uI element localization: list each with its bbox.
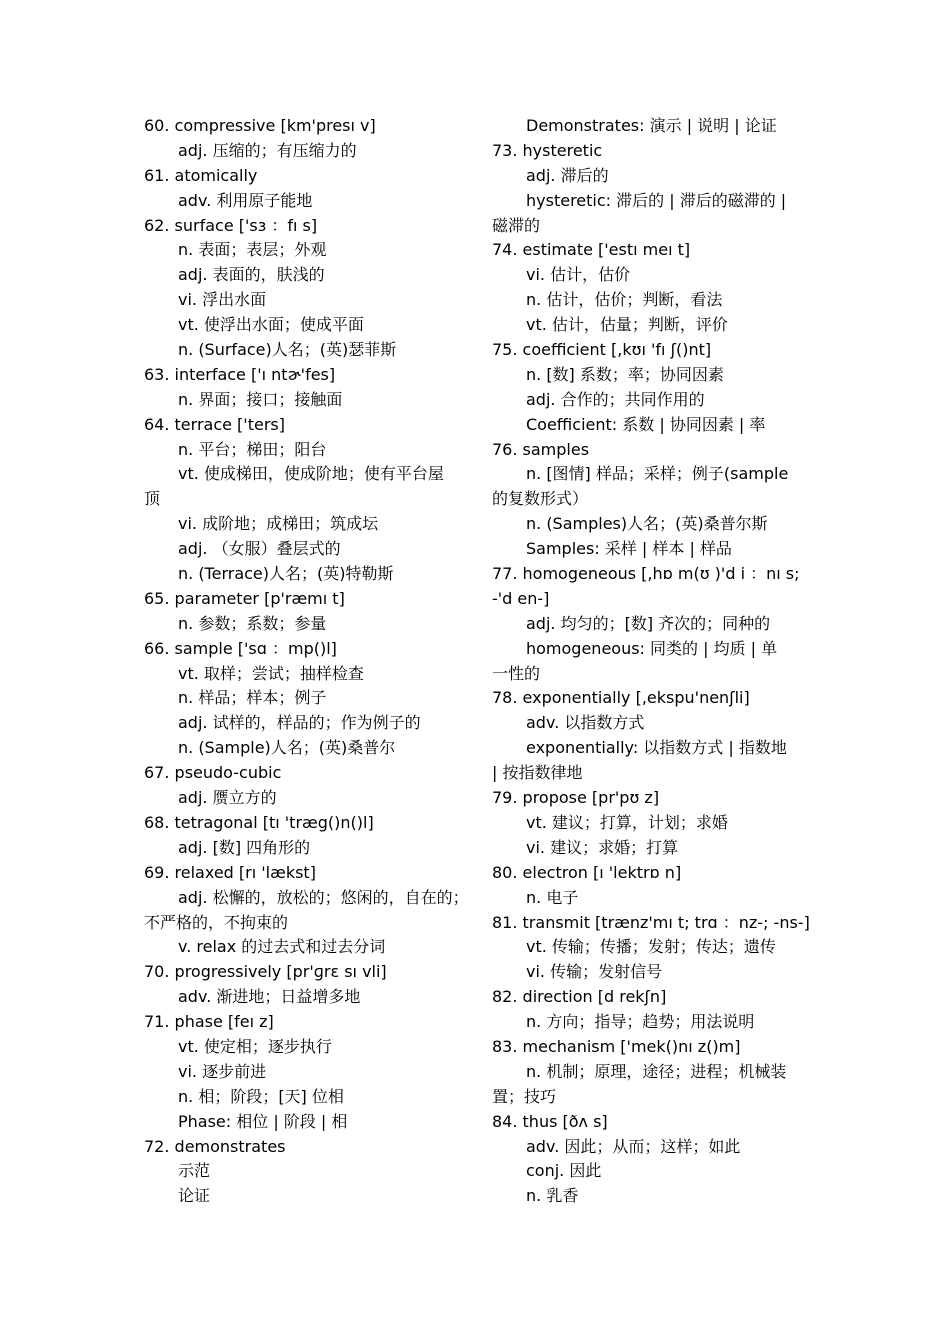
- entry-line: vt. 建议；打算，计划；求婚: [526, 812, 728, 832]
- entry-line: hysteretic: 滞后的 | 滞后的磁滞的 |: [526, 190, 787, 210]
- entry-line: 磁滞的: [492, 215, 541, 235]
- entry-headword: 83. mechanism ['mek(⁠)nı z(⁠)m]: [492, 1036, 741, 1056]
- entry-line: n. 参数；系数；参量: [178, 613, 327, 633]
- entry-line: adv. 渐进地；日益增多地: [178, 987, 361, 1007]
- entry-line: adj. 滞后的: [526, 165, 609, 185]
- entry-headword: 62. surface ['sɜ ：fı s]: [144, 215, 318, 235]
- entry-line: vi. 浮出水面: [178, 290, 267, 310]
- entry-line: vi. 逐步前进: [178, 1061, 267, 1081]
- entry-line: | 按指数律地: [492, 763, 583, 783]
- entry-line: n. 相；阶段；[天] 位相: [178, 1086, 344, 1106]
- entry-line: n. 电子: [526, 887, 579, 907]
- entry-headword: 70. progressively [pr⁠'ɡrɛ sı vli]: [144, 962, 387, 982]
- entry-headword: 80. electron [ı 'lektrɒ n]: [492, 862, 682, 882]
- entry-line: vi. 估计，估价: [526, 265, 631, 285]
- entry-line: Phase: 相位 | 阶段 | 相: [178, 1111, 348, 1131]
- entry-line: vi. 建议；求婚；打算: [526, 837, 679, 857]
- entry-line: adj. 松懈的，放松的；悠闲的，自在的；: [178, 887, 469, 907]
- entry-line: adj. （女服）叠层式的: [178, 539, 341, 559]
- entry-headword: 76. samples: [492, 439, 590, 459]
- entry-headword: 79. propose [pr⁠'p⁠ʊ z]: [492, 788, 660, 808]
- entry-line: v. relax 的过去式和过去分词: [178, 937, 386, 957]
- entry-line: adj. 压缩的；有压缩力的: [178, 140, 357, 160]
- entry-line: 论证: [178, 1186, 211, 1206]
- entry-line: vt. 取样；尝试；抽样检查: [178, 663, 364, 683]
- entry-headword: 68. tetragonal [tı 'træg(⁠)n(⁠)l]: [144, 812, 374, 832]
- entry-line: 不严格的，不拘束的: [144, 912, 289, 932]
- entry-line: n. 表面；表层；外观: [178, 240, 327, 260]
- entry-line: Demonstrates: 演示 | 说明 | 论证: [526, 116, 777, 135]
- entry-line: adj. 合作的；共同作用的: [526, 389, 705, 409]
- entry-line: n. (Samples)人名；(英)桑普尔斯: [526, 514, 768, 534]
- entry-line: homogeneous: 同类的 | 均质 | 单: [526, 638, 778, 658]
- entry-headword: 82. direction [d⁠ ⁠rekʃn]: [492, 987, 667, 1007]
- entry-line: 一性的: [492, 663, 541, 683]
- entry-line: vt. 使成梯田，使成阶地；使有平台屋: [178, 464, 444, 484]
- entry-headword: 75. coefficient [,k⁠ʊı 'fı ʃ(⁠)nt]: [492, 340, 712, 360]
- entry-headword: 60. compressive [k⁠m'presı v]: [144, 116, 376, 135]
- entry-line: Samples: 采样 | 样本 | 样品: [526, 539, 732, 559]
- entry-headword: 67. pseudo-cubic: [144, 763, 282, 783]
- entry-headword: 66. sample ['sɑ ：mp(⁠)l]: [144, 638, 337, 658]
- entry-line: adv. 因此；从而；这样；如此: [526, 1136, 741, 1156]
- entry-line: adv. 利用原子能地: [178, 190, 313, 210]
- entry-line: Coefficient: 系数 | 协同因素 | 率: [526, 414, 766, 434]
- entry-headword: 73. hysteretic: [492, 140, 603, 160]
- entry-line: vt. 传输；传播；发射；传达；遗传: [526, 937, 776, 957]
- entry-headword: 71. phase [feı z]: [144, 1012, 274, 1032]
- entry-line: n. 平台；梯田；阳台: [178, 439, 327, 459]
- entry-line: n. 界面；接口；接触面: [178, 389, 343, 409]
- entry-line: adj. 均匀的；[数] 齐次的；同种的: [526, 613, 771, 633]
- entry-line: adj. [数] 四角形的: [178, 837, 311, 857]
- entry-line: adj. 试样的，样品的；作为例子的: [178, 713, 421, 733]
- entry-line: adj. 赝立方的: [178, 788, 277, 808]
- entry-line: vt. 使定相；逐步执行: [178, 1036, 332, 1056]
- entry-headword: 81. transmit [trænz'mı t; trɑ ：nz-; -ns-]: [492, 912, 810, 932]
- entry-line: n. [数] 系数；率；协同因素: [526, 364, 724, 384]
- entry-headword: 64. terrace ['ter⁠s]: [144, 414, 285, 434]
- entry-headword: 72. demonstrates: [144, 1136, 286, 1156]
- entry-line: 顶: [144, 489, 161, 509]
- entry-headword: 84. thus [ðʌ s]: [492, 1111, 608, 1131]
- entry-line: vi. 成阶地；成梯田；筑成坛: [178, 514, 379, 534]
- entry-headword: 77. homogeneous [,hɒ m⁠(ʊ )'d i ：nı ⁠s;: [492, 564, 800, 584]
- entry-line: n. 乳香: [526, 1186, 579, 1206]
- entry-line: 示范: [178, 1161, 211, 1181]
- entry-line: adv. 以指数方式: [526, 713, 645, 733]
- entry-line: n. (Surface)人名；(英)瑟菲斯: [178, 340, 397, 360]
- entry-line: vt. 使浮出水面；使成平面: [178, 315, 364, 335]
- entry-line: n. 样品；样本；例子: [178, 688, 327, 708]
- entry-line: n. (Sample)人名；(英)桑普尔: [178, 738, 396, 758]
- entry-line: 的复数形式）: [492, 489, 589, 509]
- entry-headword: 63. interface ['ı ntɚ'fes]: [144, 364, 336, 384]
- left-column: [144, 114, 469, 1209]
- entry-headword: 65. parameter [p⁠'ræmı t⁠]: [144, 588, 345, 608]
- entry-line: vt. 估计，估量；判断，评价: [526, 315, 728, 335]
- entry-line: n. [图情] 样品；采样；例子(sample: [526, 464, 789, 484]
- entry-headword: 69. relaxed [rı 'lækst]: [144, 862, 316, 882]
- entry-headword: 74. estimate ['estı meı t]: [492, 240, 691, 260]
- entry-line: vi. 传输；发射信号: [526, 962, 663, 982]
- entry-line: conj. 因此: [526, 1161, 602, 1181]
- entry-line: n. (Terrace)人名；(英)特勒斯: [178, 564, 394, 584]
- entry-line: n. 估计，估价；判断，看法: [526, 290, 723, 310]
- entry-line: n. 方向；指导；趋势；用法说明: [526, 1012, 755, 1032]
- entry-line: -'d en-]: [492, 588, 550, 608]
- entry-line: exponentially: 以指数方式 | 指数地: [526, 738, 787, 758]
- right-column: [492, 114, 812, 1209]
- entry-line: adj. 表面的，肤浅的: [178, 265, 325, 285]
- entry-line: n. 机制；原理，途径；进程；机械装: [526, 1061, 787, 1081]
- entry-line: 置；技巧: [492, 1086, 557, 1106]
- entry-headword: 78. exponentially [,eksp⁠u'nenʃ⁠li]: [492, 688, 750, 708]
- entry-headword: 61. atomically: [144, 165, 258, 185]
